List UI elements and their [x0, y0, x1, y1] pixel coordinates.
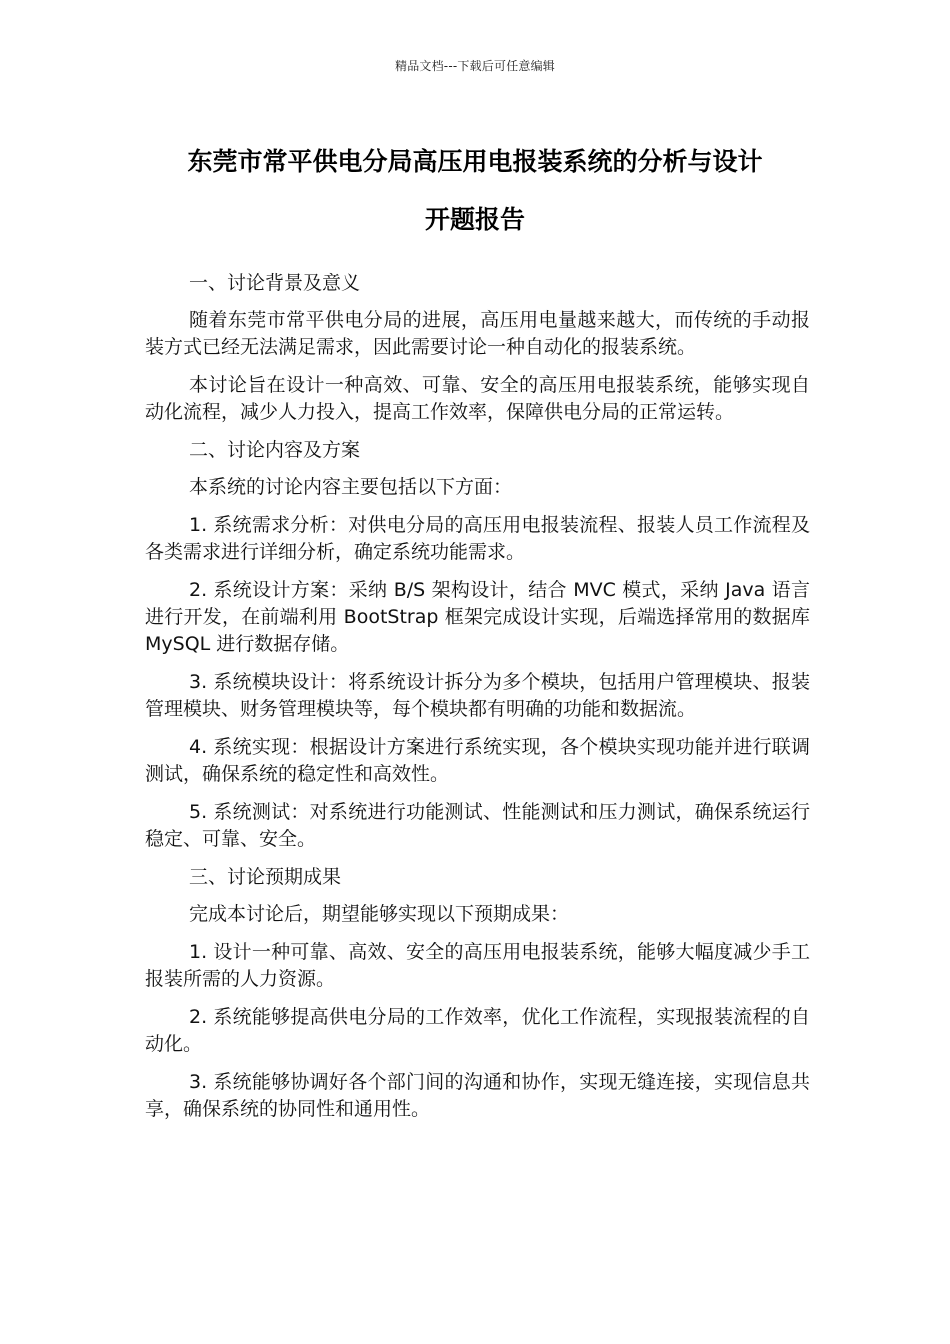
section-heading-content: 二、讨论内容及方案	[189, 439, 361, 461]
section-heading-outcomes: 三、讨论预期成果	[189, 866, 342, 888]
header-note: 精品文档---下载后可任意编辑	[395, 59, 555, 73]
paragraph-outcomes-intro: 完成本讨论后，期望能够实现以下预期成果：	[189, 903, 570, 925]
list-item-outcome-2: 2. 系统能够提高供电分局的工作效率，优化工作流程，实现报装流程的自动化。	[145, 1006, 810, 1055]
paragraph-background-1: 随着东莞市常平供电分局的进展，高压用电量越来越大，而传统的手动报装方式已经无法满足需求，因此需要讨论一种自动化的报装系统。	[145, 309, 810, 358]
title-line-2: 开题报告	[424, 205, 525, 234]
document-title	[120, 133, 830, 249]
list-item-outcome-3: 3. 系统能够协调好各个部门间的沟通和协作，实现无缝连接，实现信息共享，确保系统的协同性和通用性。	[145, 1071, 810, 1120]
list-item-module-design: 3. 系统模块设计：将系统设计拆分为多个模块，包括用户管理模块、报装管理模块、财务管理模块等，每个模块都有明确的功能和数据流。	[145, 671, 810, 720]
paragraph-background-2: 本讨论旨在设计一种高效、可靠、安全的高压用电报装系统，能够实现自动化流程，减少人力投入，提高工作效率，保障供电分局的正常运转。	[145, 374, 810, 423]
section-heading-background: 一、讨论背景及意义	[189, 272, 361, 294]
list-item-requirements: 1. 系统需求分析：对供电分局的高压用电报装流程、报装人员工作流程及各类需求进行详细分析，确定系统功能需求。	[145, 514, 810, 563]
paragraph-content-intro: 本系统的讨论内容主要包括以下方面：	[189, 476, 513, 498]
list-item-testing: 5. 系统测试：对系统进行功能测试、性能测试和压力测试，确保系统运行稳定、可靠、安全。	[145, 801, 810, 850]
list-item-design-plan: 2. 系统设计方案：采纳 B/S 架构设计，结合 MVC 模式，采纳 Java 语言进行开发，在前端利用 BootStrap 框架完成设计实现，后端选择常用的数据库 MySQL 进行数据存储。	[145, 579, 810, 655]
list-item-outcome-1: 1. 设计一种可靠、高效、安全的高压用电报装系统，能够大幅度减少手工报装所需的人力资源。	[145, 941, 810, 990]
title-line-1: 东莞市常平供电分局高压用电报装系统的分析与设计	[187, 147, 763, 176]
list-item-implementation: 4. 系统实现：根据设计方案进行系统实现，各个模块实现功能并进行联调测试，确保系统的稳定性和高效性。	[145, 736, 810, 785]
document-body	[145, 270, 810, 1134]
